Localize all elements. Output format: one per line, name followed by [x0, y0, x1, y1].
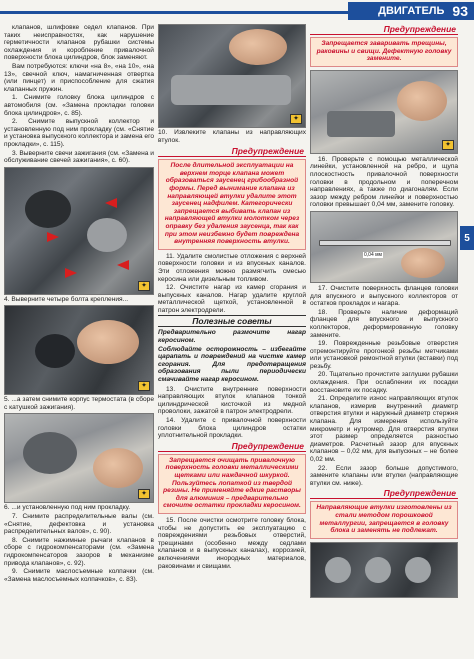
- step-text: 20. Тщательно прочистите заглушки рубашки охлаждения. При ослаблении их посадки восстановите их посадку.: [310, 371, 458, 394]
- intro-paragraph: клапанов, шлифовке седел клапанов. При таких неисправностях, как нарушение герметичности клапанов рубашки системы охлаждения и коробление привалочной поверхности блока цилиндров, блок заменяют.: [4, 24, 154, 62]
- warning-box: [310, 37, 458, 67]
- warning-title: Предупреждение: [158, 441, 306, 452]
- photo-straightedge-check: [310, 211, 458, 283]
- column-right: [310, 24, 458, 598]
- photo-valve-guides: [310, 542, 458, 598]
- photo-step-10: [158, 24, 306, 128]
- step-text: 18. Проверьте наличие деформаций фланцев для впускного и выпускного коллекторов, деформированную головку замените.: [310, 308, 458, 339]
- step-text: 21. Определите износ направляющих втулок клапанов, измерив внутренний диаметр отверстия втулки и наружный диаметр стержня клапана. Для измерения используйте микрометр и нутромер. Для отверстия втулки этот размер определяется разностью диаметров. Расчетный зазор для впускных клапанов – 0,02 мм, для выпускных – не более 0,02 мм.: [310, 395, 458, 463]
- wrench-marker-icon: ✦: [138, 489, 150, 499]
- page-header: [0, 0, 474, 22]
- header-box: [348, 2, 474, 20]
- red-arrow-icon: [105, 198, 117, 208]
- step-text: 17. Очистите поверхность фланцев головки для впускного и выпускного коллекторов от остатков прокладок и нагара.: [310, 284, 458, 308]
- column-middle: [158, 24, 306, 571]
- wrench-marker-icon: ✦: [290, 114, 302, 124]
- step-text: 11. Удалите смолистые отложения с верхней поверхности головки и из впускных каналов. Эти отложения можно размягчить смесью керосина или дизельным топливом.: [158, 252, 306, 283]
- step-text: 22. Если зазор больше допустимого, замените клапаны или втулки (направляющие втулки см. ниже).: [310, 464, 458, 487]
- step-text: 15. После очистки осмотрите головку блока, чтобы не допустить ее эксплуатацию с повреждениями резьбовых отверстий, трещинами (особенно между седлами клапанов и в выпускных каналах), коррозией, включениями инородных материалов, раковинами и свищами.: [158, 516, 306, 570]
- chapter-tab: 5: [460, 226, 474, 250]
- photo-caption: 5. ...а затем снимите корпус термостата (в сборе с катушкой зажигания).: [4, 396, 154, 411]
- step-text: 19. Поврежденные резьбовые отверстия отремонтируйте прогонкой резьбы метчиками или установкой ремонтной втулки (вставки) под резьбу.: [310, 340, 458, 370]
- intro-paragraph: Вам потребуются: ключи «на 8», «на 10», «на 13», свечной ключ, намагниченная отвертка (или пинцет) и приспособление для сжатия клапанных пружин.: [4, 62, 154, 93]
- photo-caption: 6. ...и установленную под ним прокладку.: [4, 504, 131, 512]
- tips-box: [158, 315, 306, 383]
- hand-image: [401, 248, 445, 278]
- hand-image: [397, 81, 447, 121]
- warning-box: [158, 159, 306, 250]
- column-left: [4, 24, 154, 584]
- gap-label: 0,04 мм: [364, 251, 382, 258]
- straightedge-image: [319, 240, 451, 246]
- step-text: 2. Снимите выпускной коллектор и установленную под ним прокладку (см. «Снятие и установка выпускного коллектора и замена его прокладки», с. 115).: [4, 118, 154, 148]
- step-text: 1. Снимите головку блока цилиндров с автомобиля (см. «Замена прокладки головки блока цилиндров», с. 85).: [4, 94, 154, 117]
- page-number: 93: [452, 3, 468, 19]
- photo-step-4: [4, 167, 154, 295]
- hand-image: [77, 320, 139, 364]
- photo-crack-inspection: [310, 70, 458, 154]
- warning-text: Запрещается очищать привалочную поверхность головки металлическими щетками или наждачной шкуркой. Пользуйтесь лопаткой из твердой резины. Не применяйте едкие растворы для алюминия – предварительно смочите остатки прокладки керосином.: [163, 456, 301, 510]
- step-text: 16. Проверьте с помощью металлической линейки, установленной на ребро, и щупа плоскостность привалочной поверхности головки в продольном и поперечном направлениях, а также по диагоналям. Если зазор между ребром линейки и поверхностью головки превышает 0,04 мм, замените головку.: [310, 155, 458, 209]
- step-text: 13. Очистите внутренние поверхности направляющих втулок клапанов тонкой цилиндрической кисточкой из медной проволоки, зажатой в патрон электродрели.: [158, 385, 306, 416]
- step-text: 14. Удалите с привалочной поверхности головки блока цилиндров остатки уплотнительной прокладки.: [158, 417, 306, 440]
- section-title: ДВИГАТЕЛЬ: [378, 5, 445, 17]
- step-text: 9. Снимите маслосъемные колпачки (см. «Замена маслосъемных колпачков», с. 83).: [4, 568, 154, 583]
- warning-title: Предупреждение: [310, 488, 458, 499]
- wrench-marker-icon: ✦: [138, 381, 150, 391]
- red-arrow-icon: [65, 268, 77, 278]
- red-arrow-icon: [47, 232, 59, 242]
- photo-caption: 10. Извлеките клапаны из направляющих втулок.: [158, 129, 306, 144]
- step-text: 8. Снимите нажимные рычаги клапанов в сборе с гидрокомпенсаторами (см. «Замена гидрокомпенсаторов зазоров в механизме привода клапанов», с. 92).: [4, 536, 154, 567]
- warning-box: [158, 454, 306, 514]
- photo-caption: 4. Выверните четыре болта крепления...: [4, 295, 129, 303]
- tip-text: Предварительно размочите нагар керосином.: [158, 329, 306, 345]
- tips-title: Полезные советы: [158, 315, 306, 327]
- step-text: 3. Выверните свечи зажигания (см. «Замена и обслуживание свечей зажигания», с. 60).: [4, 149, 154, 165]
- header-rule: [0, 11, 348, 14]
- warning-title: Предупреждение: [310, 24, 458, 35]
- warning-text: После длительной эксплуатации на верхнем торце клапана может образоваться заусенец грибообразной формы. Перед вынимание клапана из направляющей втулки удалите этот заусенец надфилем. Категорически запрещается выбивать клапан из направляющей втулки молотком через оправку без удаления заусенца, так как при этом неизбежно будет повреждена внутренняя поверхность втулки.: [164, 162, 300, 246]
- photo-step-5: [4, 305, 154, 395]
- wrench-marker-icon: ✦: [138, 281, 150, 291]
- warning-text: Направляющие втулки изготовлены из стали методом порошковой металлургии, запрещается в головку блока и заменять не подлежат.: [316, 504, 452, 535]
- red-arrow-icon: [117, 260, 129, 270]
- step-text: 7. Снимите распределительные валы (см. «Снятие, дефектовка и установка распределительных валов», с. 90).: [4, 513, 154, 536]
- step-text: 12. Очистите нагар из камер сгорания и выпускных каналов. Нагар удалите круглой металлической щеткой, установленной в патрон электродрели.: [158, 284, 306, 314]
- wrench-marker-icon: ✦: [442, 140, 454, 150]
- tip-text: Соблюдайте осторожность – избегайте царапать и повреждений на чистке камер сгорания. Для предотвращения образования пыли периодически смачивайте нагар керосином.: [158, 345, 306, 384]
- warning-title: Предупреждение: [158, 146, 306, 157]
- photo-step-6: [4, 413, 154, 503]
- warning-text: Запрещается заваривать трещины, раковины и свищи. Дефектную головку замените.: [316, 40, 452, 63]
- warning-box: [310, 501, 458, 538]
- hand-image: [229, 29, 287, 65]
